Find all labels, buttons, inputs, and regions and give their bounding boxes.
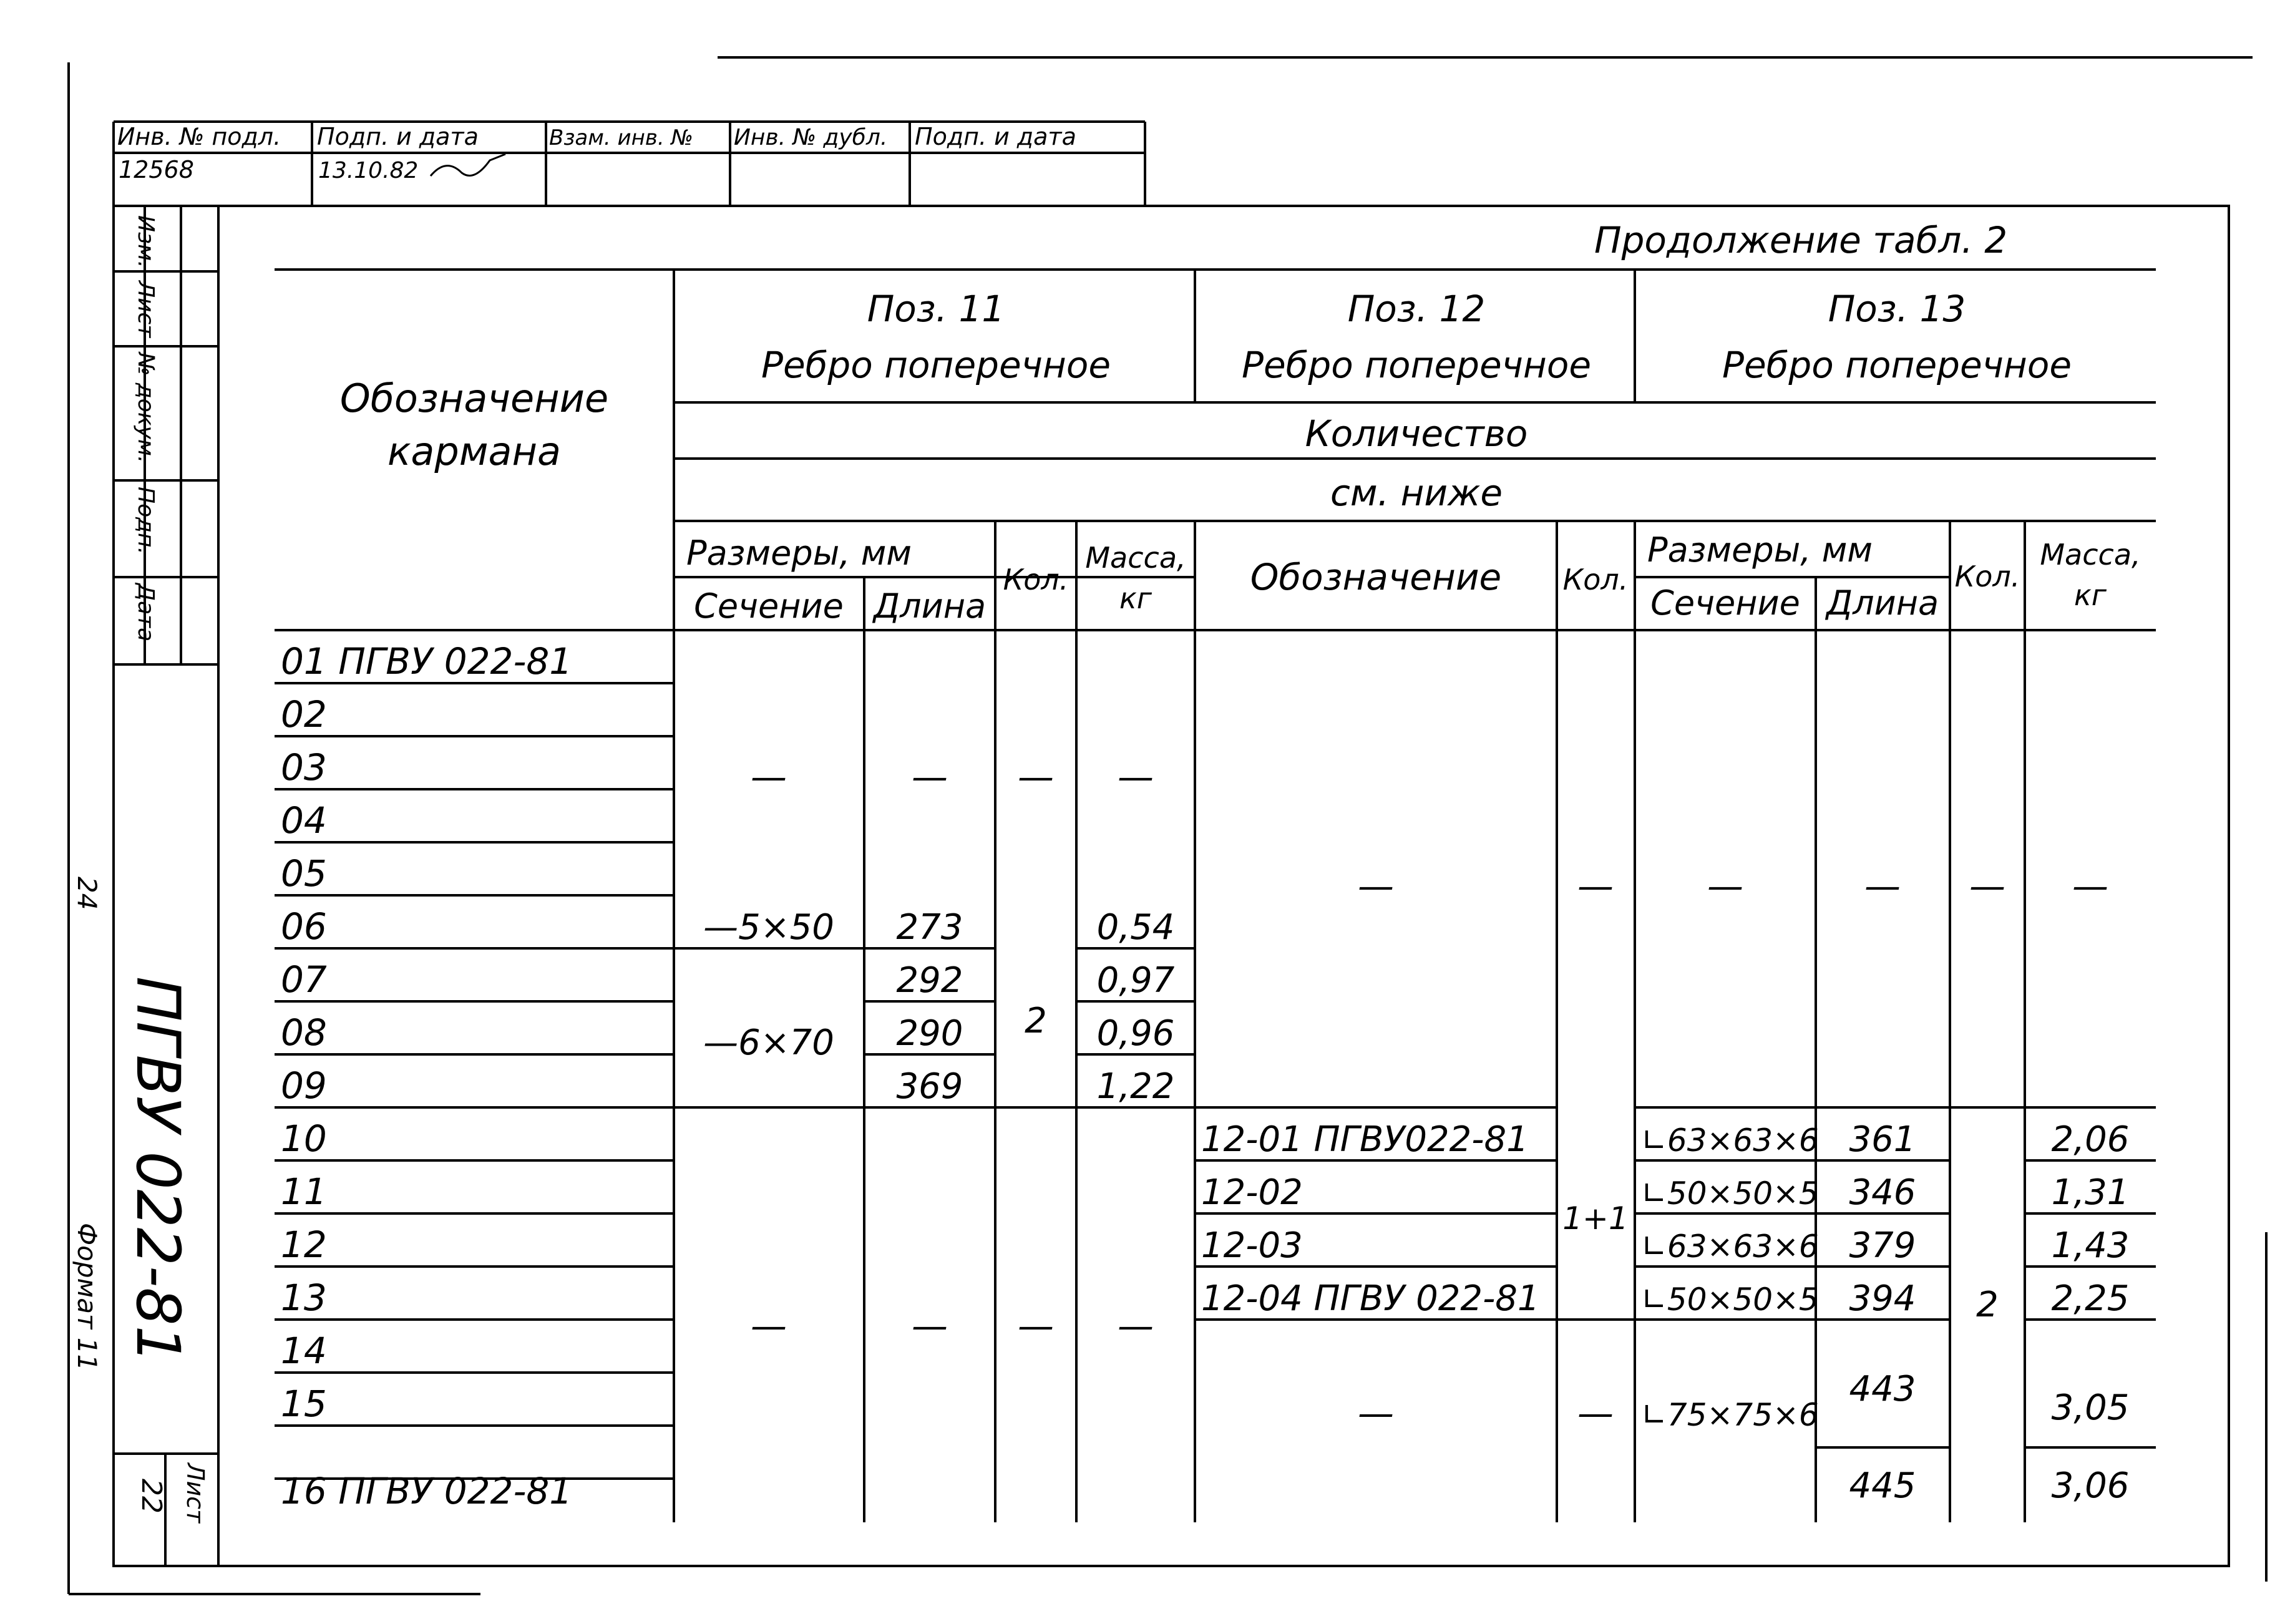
pos11-mass-08: 0,96 (1096, 1013, 1175, 1054)
pos13-section-14-16: ∟75×75×6 (1641, 1397, 1819, 1433)
table-row: 02 (281, 693, 327, 736)
pos12-qty-header: Кол. (1562, 563, 1629, 596)
pos11-mass-dash-bottom: — (1118, 1305, 1154, 1347)
pos13-section-12: ∟63×63×6 (1641, 1228, 1819, 1265)
pos11-title: Поз. 11 (867, 288, 1005, 330)
pos13-mass-dash-top: — (2072, 865, 2108, 907)
side-sheet-no: 22 (135, 1479, 167, 1514)
pos13-mass-12: 1,43 (2051, 1225, 2130, 1266)
side-label-doc: № докум. (133, 353, 158, 464)
pos13-qty: 2 (1976, 1285, 1999, 1325)
top-stamp (114, 122, 1145, 206)
pos13-length-16: 445 (1849, 1466, 1916, 1506)
pos11-section-header: Сечение (694, 586, 844, 626)
pos11-qty: 2 (1025, 1001, 1047, 1041)
pos11-subtitle: Ребро поперечное (761, 344, 1111, 386)
pos13-qty-header: Кол. (1954, 560, 2020, 593)
pos12-title: Поз. 12 (1347, 288, 1486, 330)
stamp-value-inv: 12568 (119, 156, 194, 183)
side-sheet-label: Лист (182, 1463, 209, 1524)
table-row: 04 (281, 799, 327, 842)
pos11-mass-09: 1,22 (1096, 1066, 1175, 1107)
pos13-section-10: ∟63×63×6 (1641, 1122, 1819, 1159)
pos11-mass-07: 0,97 (1096, 960, 1175, 1001)
pos12-designation-13: 12-04 ПГВУ 022-81 (1201, 1278, 1540, 1319)
pos13-subtitle: Ребро поперечное (1722, 344, 2072, 386)
pos13-mass-14-15: 3,05 (2051, 1388, 2130, 1428)
pos13-values (1641, 865, 2129, 1506)
pos13-length-14-15: 443 (1849, 1369, 1916, 1409)
pos13-section-dash-top: — (1707, 865, 1743, 907)
pos11-values (703, 756, 1175, 1347)
header-quantity: Количество (1305, 412, 1528, 455)
pos13-mass-header-1: Масса, (2040, 538, 2141, 571)
stamp-header-1: Подп. и дата (317, 123, 479, 150)
pos12-designation-header: Обозначение (1250, 556, 1502, 598)
stamp-value-date: 13.10.82 (318, 158, 419, 183)
stamp-header-2: Взам. инв. № (549, 125, 693, 150)
table-caption: Продолжение табл. 2 (1594, 219, 2008, 261)
pos12-designation-11: 12-02 (1201, 1172, 1303, 1213)
pos13-length-10: 361 (1849, 1119, 1916, 1160)
side-label-sign: Подп. (133, 487, 158, 555)
pos12-qty: 1+1 (1562, 1200, 1629, 1237)
table-row: 14 (281, 1330, 327, 1372)
side-doc-code: ПГВУ 022-81 (123, 976, 193, 1364)
side-label-izm: Изм. (133, 215, 158, 268)
pos12-designation-dash-bottom: — (1358, 1392, 1394, 1434)
pos11-length-dash-top: — (912, 756, 948, 798)
table-row: 15 (281, 1383, 327, 1425)
stamp-header-3: Инв. № дубл. (734, 125, 888, 150)
pos13-dims-header: Размеры, мм (1647, 530, 1873, 570)
pos13-length-13: 394 (1849, 1278, 1916, 1319)
header-designation-line1: Обозначение (339, 376, 609, 421)
pos12-qty-dash-bottom: — (1577, 1392, 1614, 1434)
pos13-mass-13: 2,25 (2051, 1278, 2130, 1319)
table-row: 12 (281, 1223, 327, 1266)
pos13-mass-11: 1,31 (2051, 1172, 2130, 1213)
pos11-qty-header: Кол. (1003, 563, 1069, 596)
pos11-length-header: Длина (873, 586, 987, 626)
pos11-length-06: 273 (896, 907, 963, 948)
pos11-mass-06: 0,54 (1096, 907, 1175, 948)
pos11-section-06: —5×50 (703, 907, 834, 948)
pos13-title: Поз. 13 (1828, 288, 1966, 330)
pos13-mass-10: 2,06 (2051, 1119, 2130, 1160)
side-label-date: Дата (133, 583, 158, 642)
pos11-mass-header-1: Масса, (1085, 541, 1186, 575)
pos11-length-09: 369 (896, 1066, 963, 1107)
stamp-header-4: Подп. и дата (915, 123, 1076, 150)
pos12-designation-dash-top: — (1358, 865, 1394, 907)
table-row: 16 ПГВУ 022-81 (281, 1470, 573, 1512)
pos11-mass-header-2: кг (1119, 581, 1152, 615)
pos11-length-08: 290 (896, 1013, 963, 1054)
pos13-section-11: ∟50×50×5 (1641, 1175, 1819, 1212)
pos12-values (1201, 865, 1629, 1434)
pos11-mass-dash-top: — (1118, 756, 1154, 798)
pos13-length-12: 379 (1849, 1225, 1916, 1266)
signature-icon (431, 154, 505, 176)
pos13-length-11: 346 (1849, 1172, 1916, 1213)
pos13-mass-header-2: кг (2074, 578, 2107, 612)
pos12-qty-dash-top: — (1577, 865, 1614, 907)
table-row: 06 (281, 905, 327, 948)
pos13-section-header: Сечение (1650, 583, 1800, 623)
stamp-header-0: Инв. № подл. (117, 123, 281, 150)
table-row: 05 (281, 852, 327, 895)
table-row: 08 (281, 1011, 327, 1054)
pos13-length-dash-top: — (1864, 865, 1901, 907)
margin-format: Формат 11 (72, 1223, 102, 1371)
pos12-designation-10: 12-01 ПГВУ022-81 (1201, 1119, 1529, 1160)
pos11-section-dash-bottom: — (751, 1305, 787, 1347)
pos11-length-07: 292 (896, 960, 963, 1001)
table-row: 03 (281, 746, 327, 789)
header-designation-line2: кармана (387, 429, 562, 474)
pos13-qty-dash-top: — (1969, 865, 2005, 907)
table-row: 10 (281, 1117, 327, 1160)
pos11-section-dash-top: — (751, 756, 787, 798)
table-row: 01 ПГВУ 022-81 (281, 640, 573, 683)
pos13-section-13: ∟50×50×5 (1641, 1281, 1819, 1318)
side-stamp (114, 206, 218, 1566)
table-row: 07 (281, 958, 327, 1001)
pos12-subtitle: Ребро поперечное (1241, 344, 1592, 386)
pos12-designation-12: 12-03 (1201, 1225, 1303, 1266)
pos11-section-07-09: —6×70 (703, 1023, 834, 1063)
pos11-qty-dash-top: — (1018, 756, 1054, 798)
table-row: 11 (281, 1170, 327, 1213)
pos11-dims-header: Размеры, мм (686, 533, 912, 573)
side-label-list: Лист (133, 281, 158, 338)
pos11-length-dash-bottom: — (912, 1305, 948, 1347)
table-row: 13 (281, 1276, 327, 1319)
pos13-length-header: Длина (1826, 583, 1939, 623)
table-row: 09 (281, 1064, 327, 1107)
row-designations (281, 640, 572, 1512)
margin-page-no: 24 (72, 877, 102, 910)
header-see-below: см. ниже (1330, 472, 1503, 514)
pos11-qty-dash-bottom: — (1018, 1305, 1054, 1347)
pos13-mass-16: 3,06 (2051, 1466, 2130, 1506)
